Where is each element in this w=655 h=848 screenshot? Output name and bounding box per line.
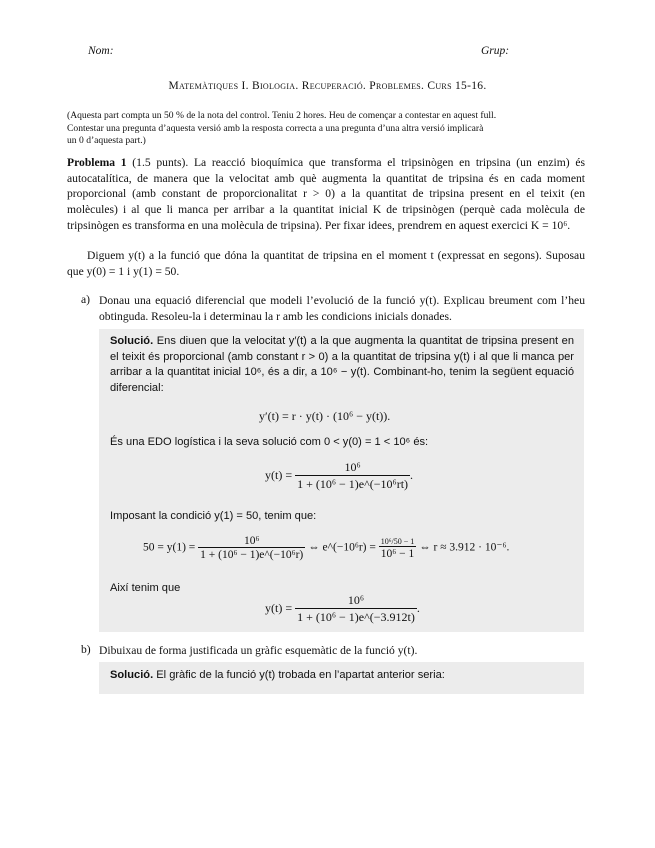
part-a-solution-p1 [110,334,574,396]
eq4-numerator: 10⁶ [347,593,365,607]
part-a-solution-text-1: Ens diuen que la velocitat y′(t) a la que augmenta la quantitat de tripsina present en el teixit és proporcional (amb constant r > 0) a la quantitat de tripsina y(t) i al que li manca per arribar a la quantitat inicial 10⁶, és a dir, a 10⁶ − y(t). Combinant-ho, tenim la següent equació diferencial: [110,335,574,394]
part-a-solution-p2: És una EDO logística i la seva solució com 0 < y(0) = 1 < 10⁶ és: [110,436,429,448]
part-a-solution-label: Solució. [110,335,154,347]
part-a-label: a) [81,293,91,306]
part-a-solution-p3: Imposant la condició y(1) = 50, tenim que: [110,510,317,522]
part-a-solution-p4: Així tenim que [110,582,181,594]
eq3-numerator: 10⁶ [243,535,260,547]
part-b-solution-label: Solució. [110,669,154,681]
eq4-denominator: 1 + (10⁶ − 1)e^(−3.912t) [297,610,415,624]
equation-logistic-solution: y(t) = $\frac{\text{10⁶}}{\text{1 + (10⁶ − 1)e\textasciicircum{}(−10⁶rt)}}$ . [265,460,414,491]
equation-r-condition [143,535,509,561]
problem-intro-text: La reacció bioquímica que transforma el tripsinògen en tripsina (un enzim) és autocatalítica, de manera que la velocitat amb què augmenta la quantitat de tripsina és en cada moment proporcional (amb constant de proporcionalitat r > 0) a la quantitat de tripsina present en el teixit (en molècules) i al que li manca per arribar a la quantitat inicial K de tripsinògen (perquè cada molècula de tripsinògen es transforma en una molècula de tripsina). Per fixar idees, prendrem en aquest exercici K = 10⁶. [67,156,585,232]
eq3-denominator: 1 + (10⁶ − 1)e^(−10⁶r) [200,549,304,561]
part-a-solution-box [99,329,584,632]
page-title: Matemàtiques I. Biologia. Recuperació. Problemes. Curs 15-16. [168,80,487,92]
eq3-middle: ⇔ e^(−10⁶r) = [308,541,376,554]
eq3-right-numerator: 10⁶/50 − 1 [380,536,415,546]
eq2-lhs: y(t) = [265,467,293,482]
part-a-question: Donau una equació diferencial que modeli l’evolució de la funció y(t). Explicau breument com l’heu obtinguda. Resoleu-la i determinau la r amb les condicions inicials donades. [99,294,585,323]
instructions-line-3: un 0 d’aquesta part.) [67,135,146,147]
eq3-result: ⇔ r ≈ 3.912 · 10⁻⁶. [419,541,510,554]
problem-points: (1.5 punts). [132,156,189,169]
problem-heading: Problema 1 [67,156,127,169]
eq2-denominator: 1 + (10⁶ − 1)e^(−10⁶rt) [297,477,409,491]
eq3-lhs: 50 = y(1) = [143,541,196,554]
equation-final-solution: y(t) = $\frac{\text{10⁶}}{\text{1 + (10⁶ − 1)e\textasciicircum{}(−3.912t)}}$ . [265,593,420,624]
problem-intro-2: Diguem y(t) a la funció que dóna la quantitat de tripsina en el moment t (expressat en segons). Suposau que y(0) = 1 i y(1) = 50. [67,249,585,278]
eq3-right-denominator: 10⁶ − 1 [379,546,417,560]
part-b-solution-text: El gràfic de la funció y(t) trobada en l’apartat anterior seria: [156,669,445,681]
part-b-label: b) [81,643,91,656]
part-b-question: Dibuixau de forma justificada un gràfic esquemàtic de la funció y(t). [99,644,418,657]
group-label: Grup: [481,45,510,57]
name-label: Nom: [88,45,114,57]
part-b-solution [110,668,574,684]
problem-intro [67,155,585,234]
instructions [67,110,587,148]
part-b-solution-box [99,662,584,694]
instructions-line-1: (Aquesta part compta un 50 % de la nota del control. Teniu 2 hores. Heu de començar a contestar en aquest full. [67,110,497,121]
eq2-numerator: 10⁶ [344,460,361,474]
equation-ode: y′(t) = r · y(t) · (10⁶ − y(t)). [259,409,391,423]
eq4-lhs: y(t) = [265,600,293,615]
instructions-line-2: Contestar una pregunta d’aquesta versió amb la resposta correcta a una pregunta d’una altra versió implicarà [67,122,484,134]
